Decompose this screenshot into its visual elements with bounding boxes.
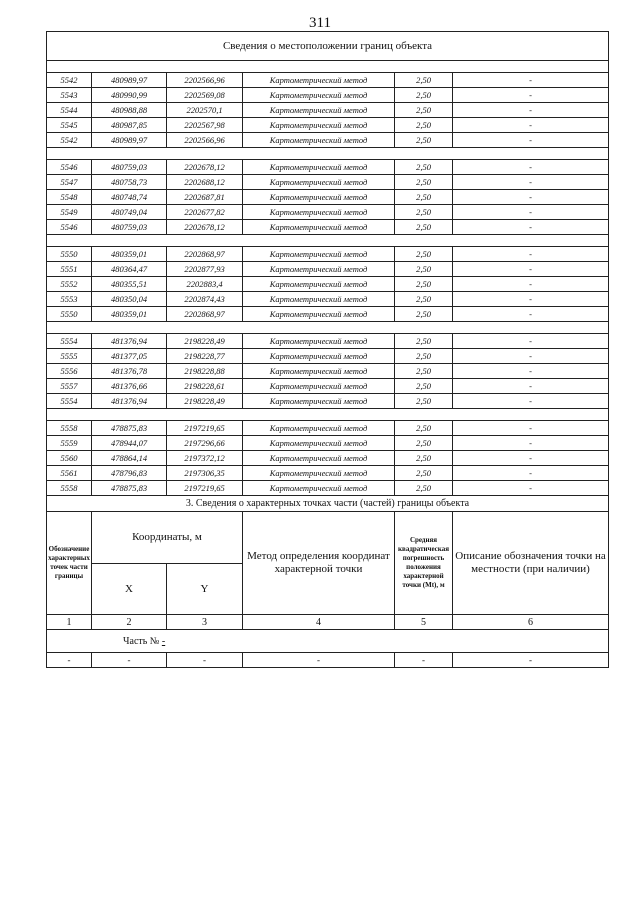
x-coordinate-cell: 481376,66 [92,379,167,394]
table-row [47,436,609,451]
y-coordinate-cell: 2202868,97 [167,247,243,262]
accuracy-cell: 2,50 [395,481,453,496]
section3-table-body [47,496,609,668]
point-id-cell: 5559 [47,436,92,451]
table-row [47,421,609,436]
point-id-cell: 5546 [47,220,92,235]
table-row [47,118,609,133]
x-coordinate-cell: 480748,74 [92,190,167,205]
description-cell: - [453,205,609,220]
description-cell: - [453,175,609,190]
table-row [47,466,609,481]
description-cell: - [453,292,609,307]
part-label-cell [47,630,609,653]
table-row [47,379,609,394]
table-row [47,334,609,349]
table-row [47,451,609,466]
y-coordinate-cell: 2202566,96 [167,73,243,88]
x-coordinate-cell: 480990,99 [92,88,167,103]
y-coordinate-cell: 2202569,08 [167,88,243,103]
table-row [47,73,609,88]
x-coordinate-cell: 478875,83 [92,421,167,436]
accuracy-cell: 2,50 [395,364,453,379]
point-id-cell: 5553 [47,292,92,307]
method-cell: Картометрический метод [243,88,395,103]
spacer-cell [47,322,609,334]
spacer-cell [47,148,609,160]
y-coordinate-cell: 2197372,12 [167,451,243,466]
point-id-cell: 5558 [47,421,92,436]
point-id-cell: 5557 [47,379,92,394]
part-value: - [161,635,166,647]
table-row [47,160,609,175]
header-method: Метод определения координат характерной точки [243,512,395,615]
method-cell: Картометрический метод [243,175,395,190]
point-id-cell: 5546 [47,160,92,175]
column-number: 3 [167,615,243,630]
section-title-row [47,32,609,61]
group-spacer-row [47,322,609,334]
y-coordinate-cell: 2202687,81 [167,190,243,205]
y-coordinate-cell: 2202874,43 [167,292,243,307]
method-cell: Картометрический метод [243,220,395,235]
description-cell: - [453,247,609,262]
accuracy-cell: 2,50 [395,262,453,277]
accuracy-cell: 2,50 [395,175,453,190]
column-number: 6 [453,615,609,630]
x-coordinate-cell: 480359,01 [92,307,167,322]
accuracy-cell: 2,50 [395,292,453,307]
description-cell: - [453,103,609,118]
accuracy-cell: 2,50 [395,451,453,466]
x-coordinate-cell: 480759,03 [92,220,167,235]
column-number: 1 [47,615,92,630]
method-cell: Картометрический метод [243,436,395,451]
point-id-cell: 5551 [47,262,92,277]
x-coordinate-cell: 481376,94 [92,394,167,409]
y-coordinate-cell: 2197219,65 [167,481,243,496]
description-cell: - [453,133,609,148]
boundary-table [46,31,609,668]
accuracy-cell: 2,50 [395,307,453,322]
x-coordinate-cell: 478796,83 [92,466,167,481]
description-cell: - [453,421,609,436]
section3-title-row [47,496,609,512]
column-number: 5 [395,615,453,630]
accuracy-cell: 2,50 [395,379,453,394]
point-id-cell: 5556 [47,364,92,379]
description-cell: - [453,394,609,409]
accuracy-cell: 2,50 [395,133,453,148]
y-coordinate-cell: 2202566,96 [167,133,243,148]
method-cell: Картометрический метод [243,118,395,133]
method-cell: Картометрический метод [243,364,395,379]
group-spacer-row [47,148,609,160]
description-cell: - [453,88,609,103]
x-coordinate-cell: 480759,03 [92,160,167,175]
y-coordinate-cell: 2198228,61 [167,379,243,394]
empty-cell: - [243,653,395,668]
point-id-cell: 5552 [47,277,92,292]
point-id-cell: 5550 [47,307,92,322]
y-coordinate-cell: 2198228,88 [167,364,243,379]
header-y: Y [167,564,243,615]
table-row [47,394,609,409]
point-id-cell: 5550 [47,247,92,262]
accuracy-cell: 2,50 [395,436,453,451]
accuracy-cell: 2,50 [395,160,453,175]
y-coordinate-cell: 2197306,35 [167,466,243,481]
accuracy-cell: 2,50 [395,205,453,220]
accuracy-cell: 2,50 [395,466,453,481]
description-cell: - [453,436,609,451]
table-row [47,307,609,322]
spacer-cell [47,409,609,421]
description-cell: - [453,277,609,292]
method-cell: Картометрический метод [243,334,395,349]
point-id-cell: 5544 [47,103,92,118]
description-cell: - [453,364,609,379]
method-cell: Картометрический метод [243,73,395,88]
y-coordinate-cell: 2202677,82 [167,205,243,220]
method-cell: Картометрический метод [243,160,395,175]
x-coordinate-cell: 478944,07 [92,436,167,451]
group-spacer-row [47,235,609,247]
spacer-cell [47,61,609,73]
y-coordinate-cell: 2202567,98 [167,118,243,133]
description-cell: - [453,220,609,235]
column-numbers-row [47,615,609,630]
y-coordinate-cell: 2202678,12 [167,160,243,175]
accuracy-cell: 2,50 [395,118,453,133]
x-coordinate-cell: 481376,94 [92,334,167,349]
x-coordinate-cell: 480355,51 [92,277,167,292]
empty-cell: - [167,653,243,668]
accuracy-cell: 2,50 [395,190,453,205]
spacer-cell [47,235,609,247]
point-id-cell: 5548 [47,190,92,205]
x-coordinate-cell: 480989,97 [92,133,167,148]
accuracy-cell: 2,50 [395,88,453,103]
description-cell: - [453,160,609,175]
y-coordinate-cell: 2202868,97 [167,307,243,322]
method-cell: Картометрический метод [243,205,395,220]
description-cell: - [453,451,609,466]
x-coordinate-cell: 480987,85 [92,118,167,133]
table-row [47,133,609,148]
y-coordinate-cell: 2202570,1 [167,103,243,118]
method-cell: Картометрический метод [243,307,395,322]
point-id-cell: 5561 [47,466,92,481]
column-number: 2 [92,615,167,630]
method-cell: Картометрический метод [243,190,395,205]
empty-cell: - [453,653,609,668]
method-cell: Картометрический метод [243,292,395,307]
point-id-cell: 5545 [47,118,92,133]
table-row [47,88,609,103]
y-coordinate-cell: 2197296,66 [167,436,243,451]
y-coordinate-cell: 2198228,77 [167,349,243,364]
description-cell: - [453,349,609,364]
point-id-cell: 5542 [47,73,92,88]
section3-header-row [47,512,609,564]
point-id-cell: 5547 [47,175,92,190]
x-coordinate-cell: 480364,47 [92,262,167,277]
y-coordinate-cell: 2202883,4 [167,277,243,292]
page-number: 311 [309,15,331,31]
part-label: Часть № [123,635,160,647]
x-coordinate-cell: 480359,01 [92,247,167,262]
empty-cell: - [92,653,167,668]
header-description: Описание обозначения точки на местности (при наличии) [453,512,609,615]
accuracy-cell: 2,50 [395,394,453,409]
empty-data-row [47,653,609,668]
accuracy-cell: 2,50 [395,73,453,88]
point-id-cell: 5554 [47,334,92,349]
accuracy-cell: 2,50 [395,277,453,292]
method-cell: Картометрический метод [243,379,395,394]
y-coordinate-cell: 2198228,49 [167,334,243,349]
header-accuracy: Средняя квадратическая погрешность положения характерной точки (Mt), м [395,512,453,615]
x-coordinate-cell: 480749,04 [92,205,167,220]
section-title: Сведения о местоположении границ объекта [47,32,609,61]
x-coordinate-cell: 480989,97 [92,73,167,88]
description-cell: - [453,466,609,481]
x-coordinate-cell: 481377,05 [92,349,167,364]
accuracy-cell: 2,50 [395,103,453,118]
table-row [47,277,609,292]
accuracy-cell: 2,50 [395,247,453,262]
point-id-cell: 5558 [47,481,92,496]
table-row [47,364,609,379]
x-coordinate-cell: 478875,83 [92,481,167,496]
x-coordinate-cell: 481376,78 [92,364,167,379]
x-coordinate-cell: 480758,73 [92,175,167,190]
table-row [47,175,609,190]
point-id-cell: 5555 [47,349,92,364]
method-cell: Картометрический метод [243,247,395,262]
method-cell: Картометрический метод [243,349,395,364]
column-number: 4 [243,615,395,630]
description-cell: - [453,334,609,349]
table-row [47,190,609,205]
description-cell: - [453,118,609,133]
method-cell: Картометрический метод [243,451,395,466]
point-id-cell: 5549 [47,205,92,220]
description-cell: - [453,262,609,277]
description-cell: - [453,307,609,322]
description-cell: - [453,379,609,394]
method-cell: Картометрический метод [243,421,395,436]
method-cell: Картометрический метод [243,394,395,409]
y-coordinate-cell: 2202877,93 [167,262,243,277]
method-cell: Картометрический метод [243,277,395,292]
method-cell: Картометрический метод [243,103,395,118]
y-coordinate-cell: 2202688,12 [167,175,243,190]
section3-title: 3. Сведения о характерных точках части (частей) границы объекта [47,496,609,512]
point-id-cell: 5560 [47,451,92,466]
method-cell: Картометрический метод [243,466,395,481]
accuracy-cell: 2,50 [395,220,453,235]
x-coordinate-cell: 480988,88 [92,103,167,118]
point-id-cell: 5542 [47,133,92,148]
y-coordinate-cell: 2202678,12 [167,220,243,235]
part-row [47,630,609,653]
method-cell: Картометрический метод [243,481,395,496]
y-coordinate-cell: 2198228,49 [167,394,243,409]
table-row [47,247,609,262]
accuracy-cell: 2,50 [395,349,453,364]
empty-cell: - [47,653,92,668]
point-id-cell: 5543 [47,88,92,103]
x-coordinate-cell: 480350,04 [92,292,167,307]
table-row [47,103,609,118]
table-row [47,220,609,235]
group-spacer-row [47,409,609,421]
description-cell: - [453,73,609,88]
header-point-designation: Обозначение характерных точек части границы [47,512,92,615]
table-row [47,349,609,364]
y-coordinate-cell: 2197219,65 [167,421,243,436]
header-x: X [92,564,167,615]
method-cell: Картометрический метод [243,262,395,277]
method-cell: Картометрический метод [243,133,395,148]
table-row [47,262,609,277]
table-row [47,481,609,496]
x-coordinate-cell: 478864,14 [92,451,167,466]
point-id-cell: 5554 [47,394,92,409]
table-row [47,292,609,307]
accuracy-cell: 2,50 [395,334,453,349]
accuracy-cell: 2,50 [395,421,453,436]
description-cell: - [453,190,609,205]
description-cell: - [453,481,609,496]
header-coordinates: Координаты, м [92,512,243,564]
table-row [47,205,609,220]
boundary-table-body [47,32,609,496]
empty-cell: - [395,653,453,668]
group-spacer-row [47,61,609,73]
